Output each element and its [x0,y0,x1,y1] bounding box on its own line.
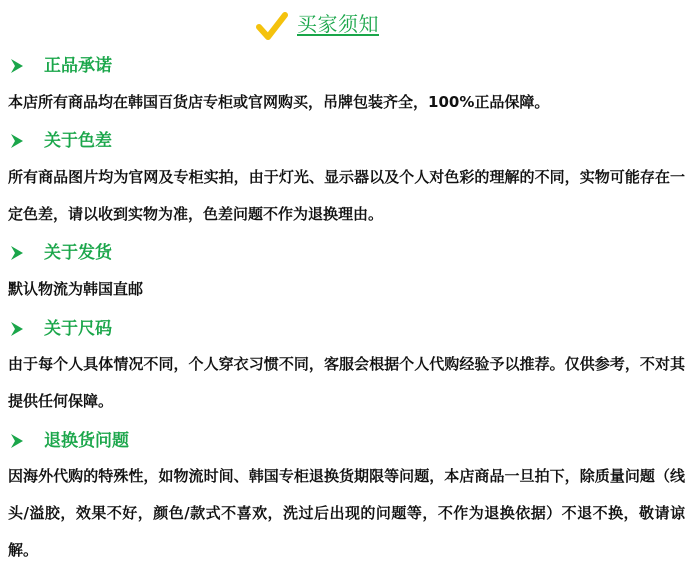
checkmark-icon [255,10,289,42]
section-body-shipping: 默认物流为韩国直邮 [8,280,144,298]
section-heading-label: 关于发货 [44,243,112,263]
page-header [0,8,693,44]
section-heading-size [8,318,688,342]
section-heading-returns [8,430,688,454]
section-heading-label: 退换货问题 [44,431,129,451]
section-heading-shipping [8,242,688,266]
arrow-right-icon [10,245,24,261]
arrow-right-icon [10,133,24,149]
section-heading-label: 关于尺码 [44,319,112,339]
section-heading-label: 关于色差 [44,131,112,151]
section-heading-label: 正品承诺 [44,56,112,76]
page-title: 买家须知 [297,12,379,36]
section-heading-color [8,130,688,154]
arrow-right-icon [10,321,24,337]
arrow-right-icon [10,58,24,74]
section-heading-authenticity [8,55,688,79]
arrow-right-icon [10,433,24,449]
section-body-returns: 因海外代购的特殊性，如物流时间、韩国专柜退换货期限等问题，本店商品一旦拍下，除质量问题（线头/溢胶，效果不好，颜色/款式不喜欢，洗过后出现的问题等，不作为退换依据）不退不换，敬请谅解。 [8,467,685,559]
section-body-color: 所有商品图片均为官网及专柜实拍，由于灯光、显示器以及个人对色彩的理解的不同，实物可能存在一定色差，请以收到实物为准，色差问题不作为退换理由。 [8,168,685,223]
section-body-authenticity: 本店所有商品均在韩国百货店专柜或官网购买，吊牌包装齐全，100%正品保障。 [8,93,550,111]
section-body-size: 由于每个人具体情况不同，个人穿衣习惯不同，客服会根据个人代购经验予以推荐。仅供参考，不对其提供任何保障。 [8,355,685,410]
